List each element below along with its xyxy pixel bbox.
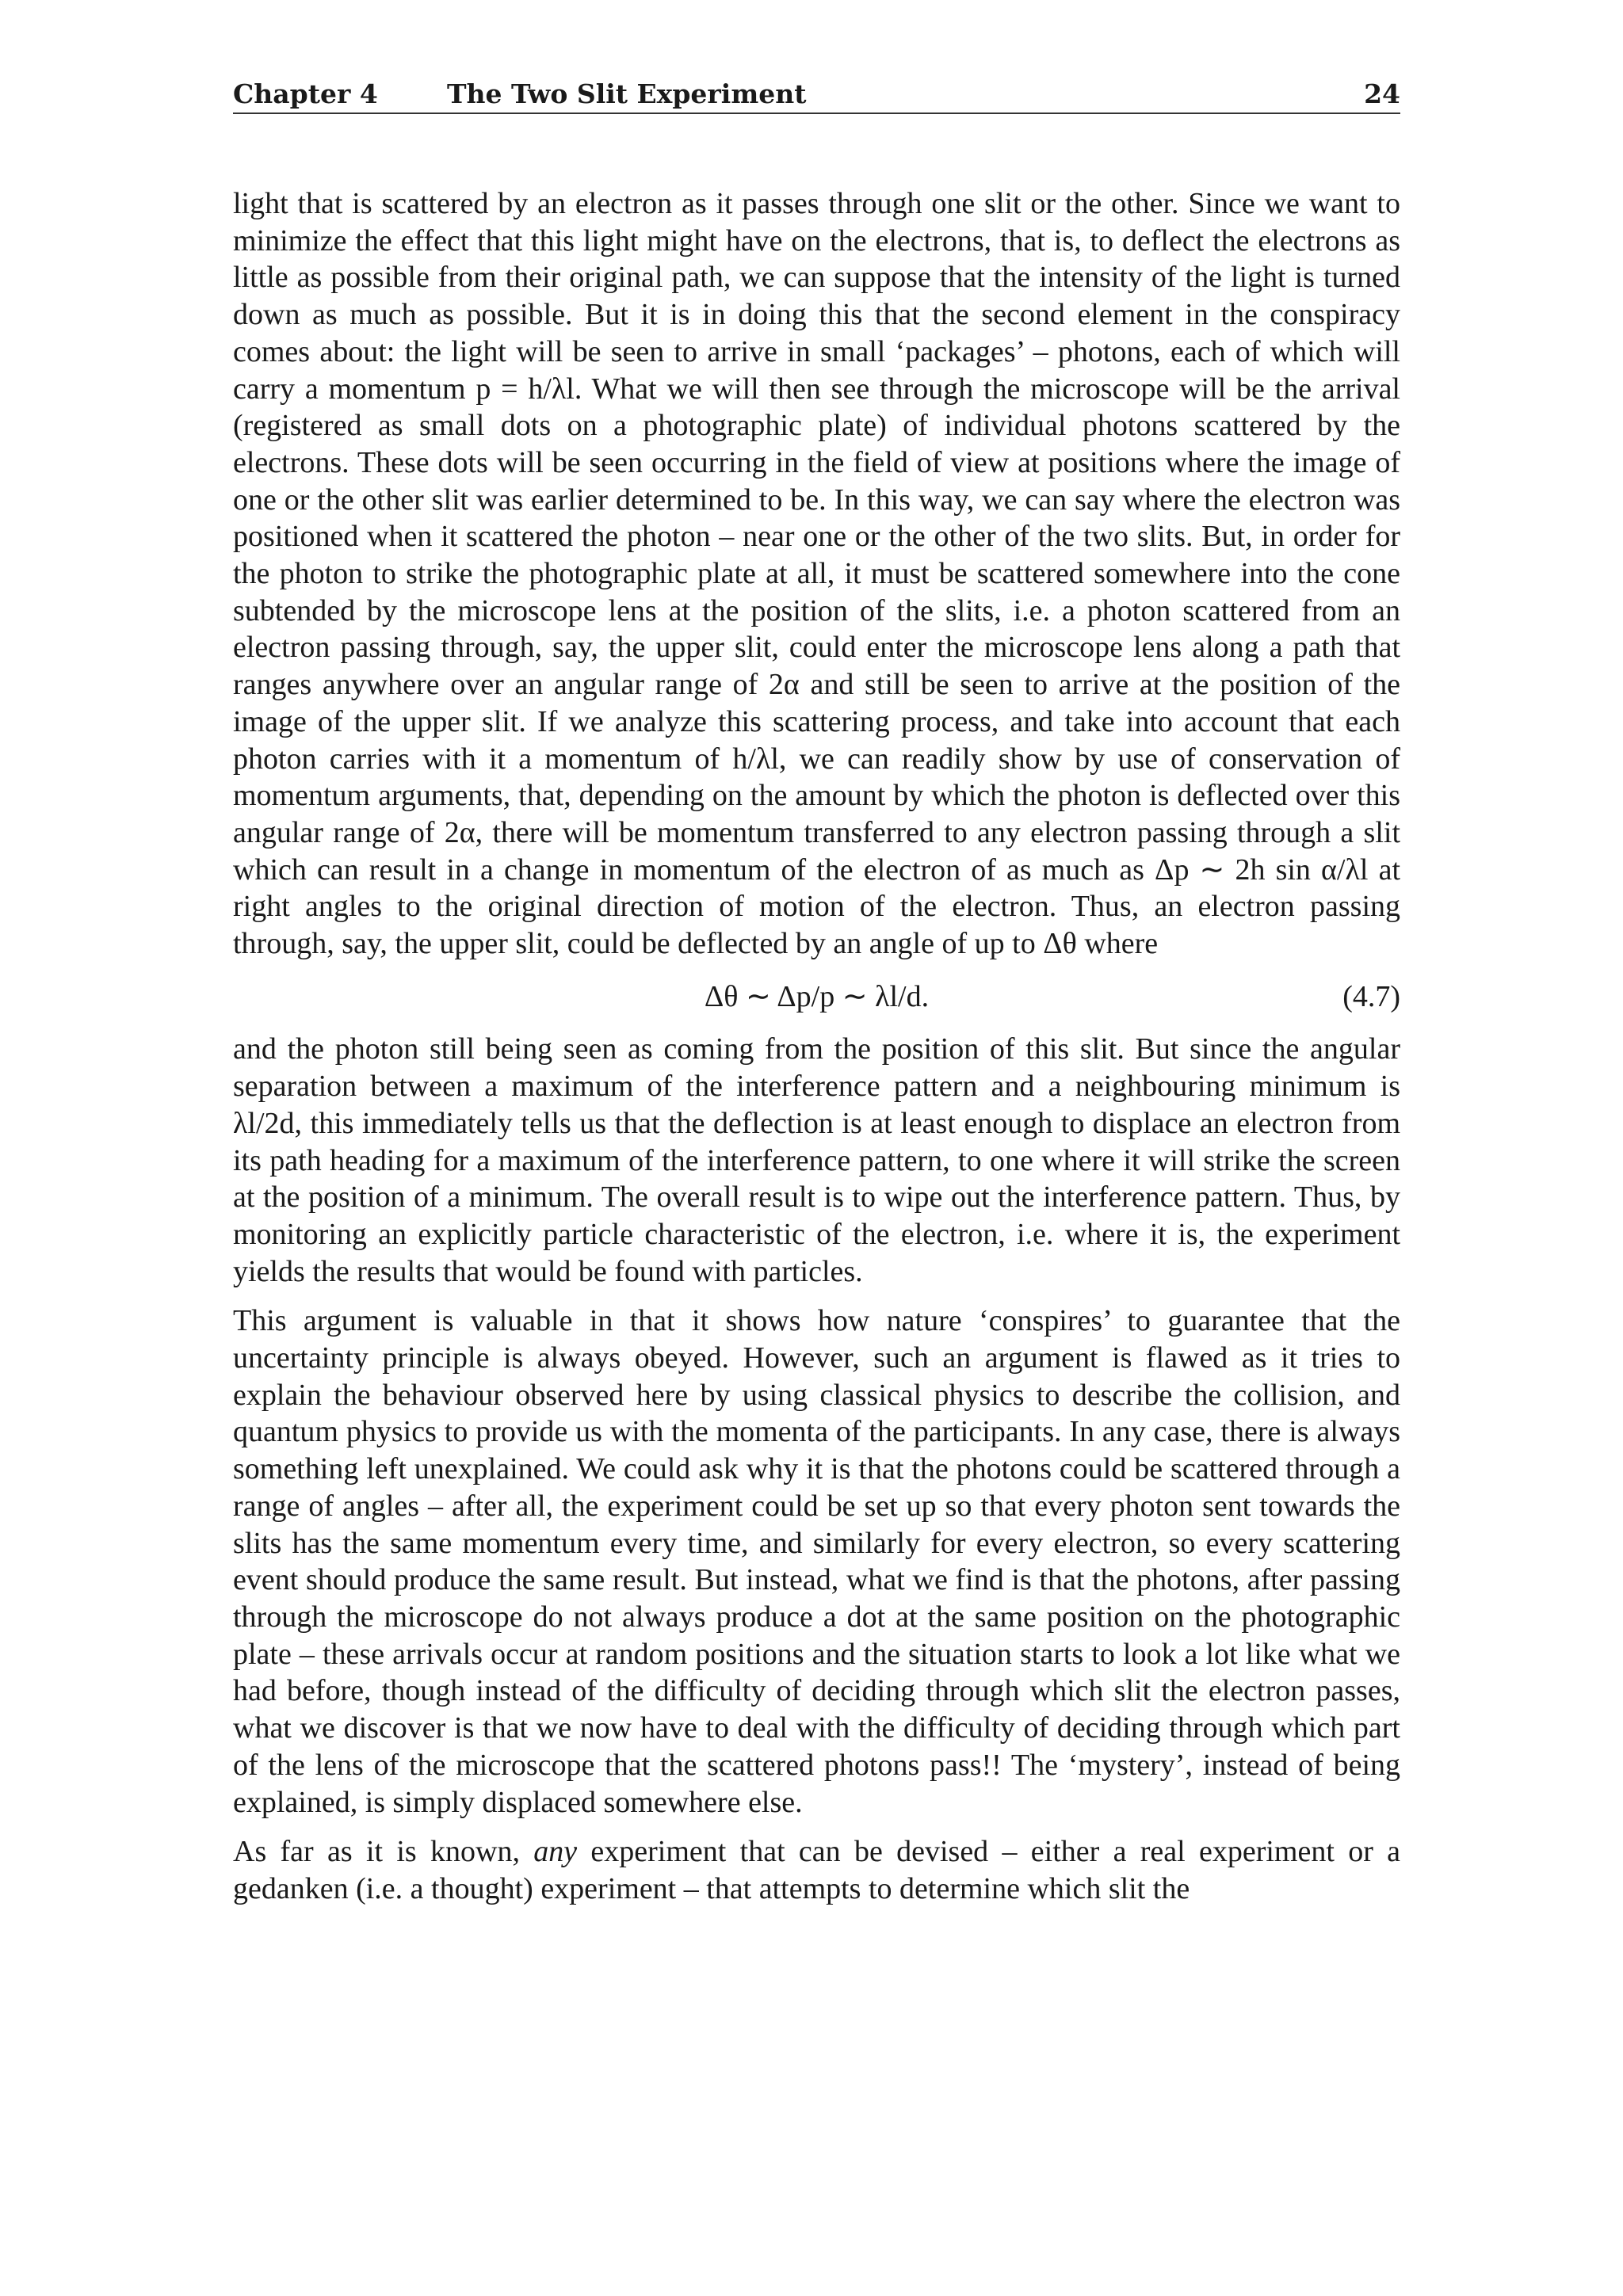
equation-4-7 [233,978,1400,1016]
running-header [233,76,1400,114]
paragraph-4-start: As far as it is known, [233,1835,520,1869]
chapter-label: Chapter 4 [233,78,378,109]
equation-formula: Δθ ∼ Δp/p ∼ λl/d. [704,979,930,1013]
paragraph-2: and the photon still being seen as coming from the position of this slit. But since the angular separation between a maximum of the interference pattern and a neighbouring minimum is λl/2d, this immediately tells us that the deflection is at least enough to displace an electron from its path heading for a maximum of the interference pattern, to one where it will strike the screen at the position of a minimum. The overall result is to wipe out the interference pattern. Thus, by monitoring an explicitly particle characteristic of the electron, i.e. where it is, the experiment yields the results that would be found with particles. [233,1032,1400,1288]
paragraph-4-emphasis: any [533,1835,578,1869]
chapter-title: The Two Slit Experiment [447,78,807,109]
paragraph-3: This argument is valuable in that it shows how nature ‘conspires’ to guarantee that the uncertainty principle is always obeyed. However, such an argument is flawed as it tries to explain the behaviour observed here by using classical physics to describe the collision, and quantum physics to provide us with the momenta of the participants. In any case, there is always something left unexplained. We could ask why it is that the photons could be scattered through a range of angles – after all, the experiment could be set up so that every photon sent towards the slits has the same momentum every time, and similarly for every electron, so every scattering event should produce the same result. But instead, what we find is that the photons, after passing through the microscope do not always produce a dot at the same position on the photographic plate – these arrivals occur at random positions and the situation starts to look a lot like what we had before, though instead of the difficulty of deciding through which slit the electron passes, what we discover is that we now have to deal with the difficulty of deciding through which part of the lens of the microscope that the scattered photons pass!! The ‘mystery’, instead of being explained, is simply displaced somewhere else. [233,1304,1400,1819]
paragraph-1: light that is scattered by an electron as it passes through one slit or the other. Since we want to minimize the effect that this light might have on the electrons, that is, to deflect the electrons as little as possible from their original path, we can suppose that the intensity of the light is turned down as much as possible. But it is in doing this that the second element in the conspiracy comes about: the light will be seen to arrive in small ‘packages’ – photons, each of which will carry a momentum p = h/λl. What we will then see through the microscope will be the arrival (registered as small dots on a photographic plate) of individual photons scattered by the electrons. These dots will be seen occurring in the field of view at positions where the image of one or the other slit was earlier determined to be. In this way, we can say where the electron was positioned when it scattered the photon – near one or the other of the two slits. But, in order for the photon to strike the photographic plate at all, it must be scattered somewhere into the cone subtended by the microscope lens at the position of the slits, i.e. a photon scattered from an electron passing through, say, the upper slit, could enter the microscope lens along a path that ranges anywhere over an angular range of 2α and still be seen to arrive at the position of the image of the upper slit. If we analyze this scattering process, and take into account that each photon carries with it a momentum of h/λl, we can readily show by use of conservation of momentum arguments, that, depending on the amount by which the photon is deflected over this angular range of 2α, there will be momentum transferred to any electron passing through a slit which can result in a change in momentum of the electron of as much as Δp ∼ 2h sin α/λl at right angles to the original direction of motion of the electron. Thus, an electron passing through, say, the upper slit, could be deflected by an angle of up to Δθ where [233,187,1400,961]
page-number: 24 [1364,78,1400,109]
equation-number: (4.7) [1342,979,1400,1013]
body-text [233,185,1400,1908]
paragraph-4-rest: experiment that can be devised – either a real experiment or a gedanken (i.e. a thought) experiment – that attempts to determine which slit the [233,1835,1401,1905]
paragraph-4 [233,1833,1400,1907]
